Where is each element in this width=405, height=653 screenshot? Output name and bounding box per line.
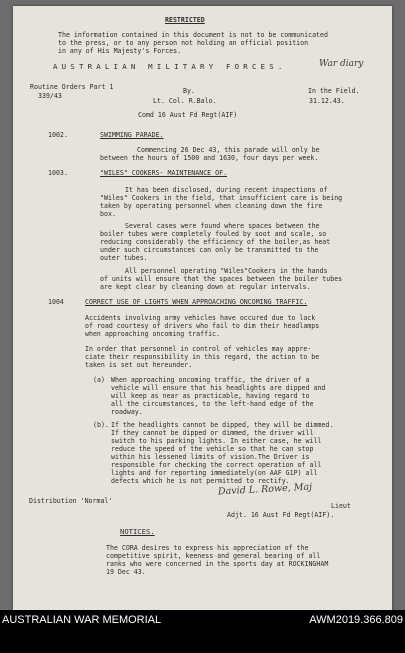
text-line: reduce the speed of the vehicle so that he can stop <box>111 445 314 453</box>
text-line: when approaching oncoming traffic. <box>85 330 220 338</box>
clause-label: (b). <box>93 421 109 429</box>
clause-label: (a) <box>93 376 105 384</box>
document-title: AUSTRALIAN MILITARY FORCES. <box>53 62 287 71</box>
text-line: "Wiles" Cookers in the field, that insufficient care is being <box>100 194 343 202</box>
text-line: roadway. <box>111 408 143 416</box>
signature-rank: Lieut <box>331 502 351 510</box>
text-line: reducing considerably the efficiency of the boiler,as heat <box>100 238 331 246</box>
orders-number: 339/43 <box>38 92 62 100</box>
text-line: responsible for checking the correct operation of all <box>111 461 322 469</box>
text-line: within his lessened limits of vision.The Driver is <box>111 453 310 461</box>
orders-title: Routine Orders Part 1 <box>30 83 114 91</box>
signature-adjutant: Adjt. 16 Aust Fd Regt(AIF). <box>227 511 335 519</box>
text-line: taken by operating personnel when cleaning down the fire <box>100 202 323 210</box>
notice-line: The information contained in this document is not to be communicated <box>58 31 328 39</box>
footer-institution: AUSTRALIAN WAR MEMORIAL <box>2 614 162 626</box>
text-line: When approaching oncoming traffic, the driver of a <box>111 376 310 384</box>
text-line: All personnel operating "Wiles"Cookers in the hands <box>125 267 328 275</box>
item-number: 1002. <box>48 131 68 139</box>
text-line: taken is set out hereunder. <box>85 361 193 369</box>
text-line: lights and for reporting immediately(on AAF G1P) all <box>111 469 318 477</box>
text-line: ranks who were concerned in the sports day at ROCKINGHAM <box>106 560 329 568</box>
text-line: If the headlights cannot be dipped, they will be dimmed. <box>111 421 334 429</box>
item-number: 1003. <box>48 169 68 177</box>
distribution: Distribution 'Normal' <box>29 497 113 505</box>
text-line: of units will ensure that the spaces between the boiler tubes <box>100 275 343 283</box>
text-line: Accidents involving army vehicles have occured due to lack <box>85 314 316 322</box>
text-line: under such circumstances can only be transmitted to the <box>100 246 319 254</box>
by-label: By. <box>183 87 195 95</box>
location: In the Field. <box>308 87 360 95</box>
text-line: Several cases were found where spaces between the <box>125 222 320 230</box>
text-line: ciate their responsibility in this regard, the action to be <box>85 353 320 361</box>
text-line: The CORA desires to express his appreciation of the <box>106 544 309 552</box>
notice-line: to the press, or to any person not holding an official position <box>58 39 309 47</box>
text-line: If they cannot be dipped or dimmed, the driver will <box>111 429 314 437</box>
notice-line: in any of His Majesty's Forces. <box>58 47 182 55</box>
text-line: box. <box>100 210 116 218</box>
text-line: switch to his parking lights. In either case, he will <box>111 437 322 445</box>
text-line: will keep as near as practicable, having regard to <box>111 392 310 400</box>
text-line: are kept clear by cleaning down at regular intervals. <box>100 283 311 291</box>
text-line: outer tubes. <box>100 254 148 262</box>
handwritten-note: War diary <box>319 59 364 69</box>
item-heading: CORRECT USE OF LIGHTS WHEN APPROACHING ONCOMING TRAFFIC. <box>85 298 308 306</box>
restricted-heading: RESTRICTED <box>165 16 205 24</box>
item-number: 1004 <box>48 298 64 306</box>
document-page <box>13 6 392 610</box>
footer-accession-number: AWM2019.366.809 <box>309 614 403 626</box>
handwritten-signature: David L. Rowe, Maj <box>217 481 313 498</box>
notices-heading: NOTICES. <box>120 527 155 536</box>
text-line: It has been disclosed, during recent inspections of <box>125 186 328 194</box>
text-line: defects which he is not permitted to rectify. <box>111 477 290 485</box>
text-line: of road courtesy of drivers who fail to dim their headlamps <box>85 322 320 330</box>
text-line: vehicle will ensure that his headlights are dipped and <box>111 384 326 392</box>
text-line: Commencing 26 Dec 43, this parade will only be <box>137 146 320 154</box>
text-line: boiler tubes were completely fouled by soot and scale, so <box>100 230 327 238</box>
item-heading: SWIMMING PARADE. <box>100 131 164 139</box>
text-line: 19 Dec 43. <box>106 568 146 576</box>
officer-name: Lt. Col. R.Balo. <box>153 97 217 105</box>
order-date: 31.12.43. <box>309 97 345 105</box>
text-line: between the hours of 1500 and 1630, four days per week. <box>100 154 319 162</box>
unit-name: Comd 16 Aust Fd Regt(AIF) <box>138 111 238 119</box>
item-heading: "WILES" COOKERS- MAINTENANCE OF. <box>100 169 228 177</box>
footer-bar <box>0 610 405 653</box>
text-line: all the circumstances, to the left-hand edge of the <box>111 400 314 408</box>
text-line: In order that personnel in control of vehicles may appre- <box>85 345 312 353</box>
text-line: competitive spirit, keeness and general bearing of all <box>106 552 321 560</box>
